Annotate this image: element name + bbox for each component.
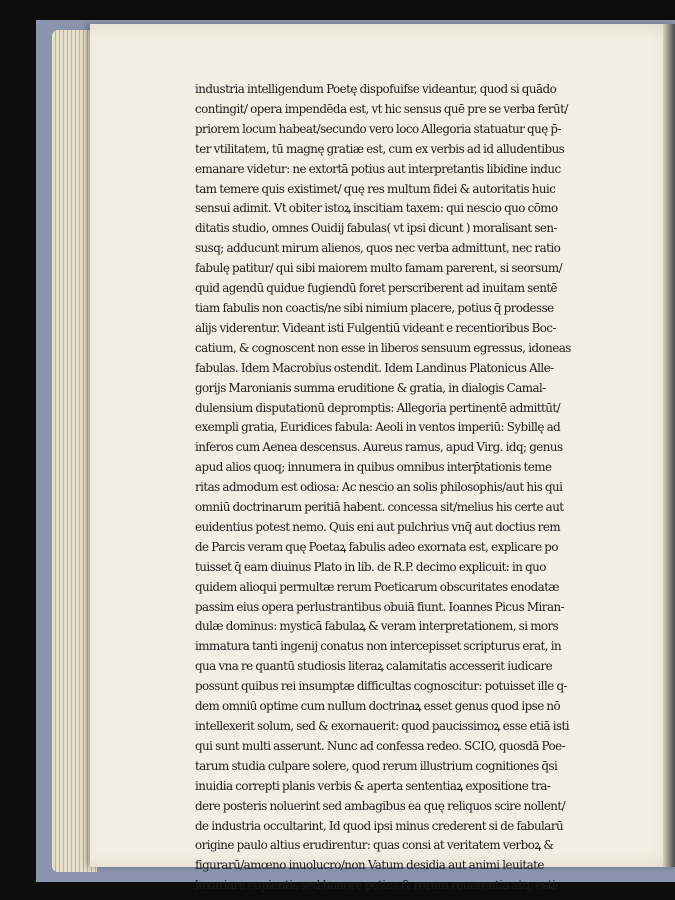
text-line: passim eius opera perlustrantibus obuiā fiunt. Ioannes Picus Miran- bbox=[195, 599, 565, 614]
text-line: luxuriare cupientis sed honore potius & rerum reuerentia atq; esti- bbox=[195, 878, 559, 893]
text-line: dem omniū optime cum nullum doctrinaꝝ esset genus quod ipse nō bbox=[195, 699, 561, 714]
text-line: tuisset q̄ eam diuinus Plato in lib. de R.P. decimo explicuit: in quo bbox=[195, 559, 546, 574]
text-line: quidem alioqui permultæ rerum Poeticarum obscuritates enodatæ bbox=[195, 579, 560, 594]
text-line: immatura tanti ingenij conatus non intercepisset scripturus erat, in bbox=[195, 639, 562, 654]
text-line: quid agendū quidue fugiendū foret perscriberent ad inuitam sentē bbox=[195, 281, 558, 296]
text-line: euidentius potest nemo. Quis eni aut pulchrius vnq̄ aut doctius rem bbox=[195, 519, 561, 534]
text-line: fabulę patitur/ qui sibi maiorem multo famam parerent, si seorsum/ bbox=[195, 261, 563, 276]
text-line: origine paulo altius erudirentur: quas consi at veritatem verboꝝ & bbox=[195, 838, 554, 853]
text-line: dulensium disputationū depromptis: Allegoria pertinentē admittūt/ bbox=[195, 400, 561, 415]
text-line: catium, & cognoscent non esse in liberos sensuum egressus, idoneas bbox=[195, 340, 571, 355]
text-line: figurarū/amœno inuolucro/non Vatum desidia aut animi leuitate bbox=[195, 858, 544, 873]
text-line: exempli gratia, Euridices fabula: Aeoli in ventos imperiū: Sybillę ad bbox=[195, 420, 561, 435]
text-line: possunt quibus rei insumptæ difficultas cognoscitur: potuisset ille q- bbox=[195, 679, 567, 694]
text-line: intellexerit solum, sed & exornauerit: quod paucissimoꝝ esse etiā isti bbox=[195, 719, 570, 733]
text-line: emanare videtur: ne extortā potius aut interpretantis libidine induc bbox=[195, 161, 561, 176]
text-line: priorem locum habeat/secundo vero loco Allegoria statuatur quę p̄- bbox=[195, 121, 561, 136]
text-line: ter vtilitatem, tū magnę gratiæ est, cum ex verbis ad id alludentibus bbox=[195, 141, 565, 156]
text-line: fabulas. Idem Macrobius ostendit. Idem Landinus Platonicus Alle- bbox=[195, 360, 554, 375]
text-line: sensui adimit. Vt obiter istoꝝ inscitiam taxem: qui nescio quo cōmo bbox=[195, 201, 558, 216]
page-text-block bbox=[195, 80, 615, 896]
book-gutter-shadow bbox=[663, 24, 675, 867]
text-line: ritas admodum est odiosa: Ac nescio an solis philosophis/aut his qui bbox=[195, 480, 563, 495]
text-line: susq; adducunt mirum alienos, quos nec verba admittunt, nec ratio bbox=[195, 241, 561, 256]
text-line: ditatis studio, omnes Ouidij fabulas( vt ipsi dicunt ) moralisant sen- bbox=[195, 221, 557, 236]
text-line: alijs viderentur. Videant isti Fulgentiū videant e recentioribus Boc- bbox=[195, 320, 556, 335]
text-line: gorijs Maronianis summa eruditione & gratia, in dialogis Camal- bbox=[195, 380, 546, 395]
text-line: apud alios quoq; innumera in quibus omnibus interp̄tationis teme bbox=[195, 460, 552, 475]
text-line: qua vna re quantū studiosis literaꝝ calamitatis accesserit iudicare bbox=[195, 659, 553, 674]
text-line: tam temere quis existimet/ quę res multum fidei & autoritatis huic bbox=[195, 181, 556, 196]
text-line: omniū doctrinarum peritiā habent. concessa sit/melius his certe aut bbox=[195, 500, 564, 515]
text-line: inuidia correpti planis verbis & aperta sententiaꝝ expositione tra- bbox=[195, 778, 551, 793]
text-line: de industria occultarint, Id quod ipsi minus crederent si de fabularū bbox=[195, 818, 564, 833]
text-line: tarum studia culpare solere, quod rerum illustrium cognitiones q̄si bbox=[195, 758, 558, 773]
text-line: industria intelligendum Poetę dispofuifse videantur, quod si quādo bbox=[195, 82, 557, 96]
text-line: dere posteris noluerint sed ambagibus ea quę reliquos scire nollent/ bbox=[195, 798, 566, 813]
text-line: inferos cum Aenea descensus. Aureus ramus, apud Virg. idq; genus bbox=[195, 440, 563, 455]
text-line: tiam fabulis non coactis/ne sibi nimium placere, potius q̄ prodesse bbox=[195, 300, 554, 315]
text-line: contingit/ opera impendēda est, vt hic sensus quē pre se verba ferūt/ bbox=[195, 101, 568, 116]
text-line: dulæ dominus: mysticā fabulaꝝ & veram interpretationem, si mors bbox=[195, 619, 559, 634]
text-line: de Parcis veram quę Poetaꝝ fabulis adeo exornata est, explicare po bbox=[195, 539, 558, 554]
text-line: qui sunt multi asserunt. Nunc ad confessa redeo. SCIO, quosdā Poe- bbox=[195, 738, 566, 753]
